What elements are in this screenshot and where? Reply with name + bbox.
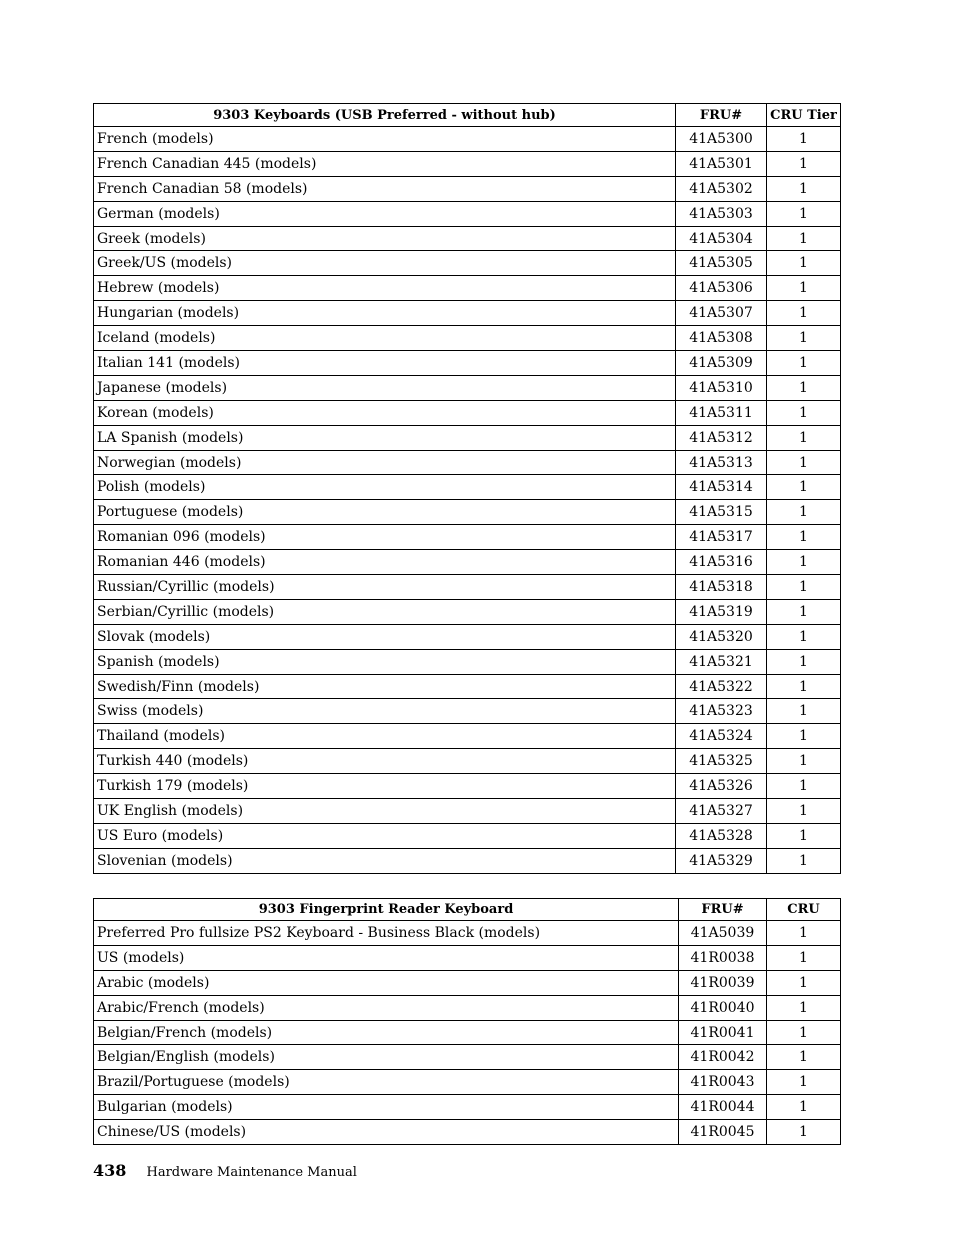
- cell-fru-number: 41A5324: [676, 724, 767, 749]
- cell-description: Romanian 446 (models): [94, 550, 676, 575]
- table-row: [94, 1045, 841, 1070]
- cell-fru-number: 41A5301: [676, 151, 767, 176]
- fingerprint-keyboard-table: [93, 898, 841, 1145]
- cell-fru-number: 41A5300: [676, 127, 767, 152]
- cell-fru-number: 41R0041: [679, 1020, 767, 1045]
- cell-cru: 1: [767, 575, 841, 600]
- cell-description: French Canadian 445 (models): [94, 151, 676, 176]
- cell-cru: 1: [767, 995, 841, 1020]
- cell-cru: 1: [767, 176, 841, 201]
- cell-description: French Canadian 58 (models): [94, 176, 676, 201]
- cell-description: Turkish 440 (models): [94, 749, 676, 774]
- cell-fru-number: 41A5303: [676, 201, 767, 226]
- table-row: [94, 970, 841, 995]
- table-row: [94, 276, 841, 301]
- cell-fru-number: 41A5328: [676, 823, 767, 848]
- cell-cru: 1: [767, 749, 841, 774]
- cell-description: LA Spanish (models): [94, 425, 676, 450]
- table-row: [94, 1120, 841, 1145]
- table-row: [94, 674, 841, 699]
- cell-description: Iceland (models): [94, 326, 676, 351]
- cell-fru-number: 41A5308: [676, 326, 767, 351]
- cell-description: Italian 141 (models): [94, 351, 676, 376]
- table-row: [94, 945, 841, 970]
- cell-cru: 1: [767, 351, 841, 376]
- column-header-fru: FRU#: [679, 899, 767, 921]
- cell-fru-number: 41A5310: [676, 375, 767, 400]
- cell-cru: 1: [767, 799, 841, 824]
- cell-description: Slovak (models): [94, 624, 676, 649]
- table-row: [94, 921, 841, 946]
- cell-fru-number: 41A5306: [676, 276, 767, 301]
- table-row: [94, 301, 841, 326]
- cell-fru-number: 41A5302: [676, 176, 767, 201]
- cell-description: Arabic (models): [94, 970, 679, 995]
- table-row: [94, 475, 841, 500]
- cell-description: Serbian/Cyrillic (models): [94, 599, 676, 624]
- cell-fru-number: 41A5315: [676, 500, 767, 525]
- column-header-description: 9303 Keyboards (USB Preferred - without hub): [94, 104, 676, 127]
- table-row: [94, 1095, 841, 1120]
- cell-fru-number: 41A5326: [676, 774, 767, 799]
- table-row: [94, 599, 841, 624]
- cell-fru-number: 41A5304: [676, 226, 767, 251]
- column-header-cru: CRU: [767, 899, 841, 921]
- cell-cru: 1: [767, 624, 841, 649]
- table-row: [94, 375, 841, 400]
- cell-cru: 1: [767, 525, 841, 550]
- cell-cru: 1: [767, 127, 841, 152]
- table-row: [94, 127, 841, 152]
- cell-fru-number: 41A5307: [676, 301, 767, 326]
- cell-description: Slovenian (models): [94, 848, 676, 873]
- table-row: [94, 201, 841, 226]
- table-row: [94, 1070, 841, 1095]
- table-row: [94, 550, 841, 575]
- cell-description: Russian/Cyrillic (models): [94, 575, 676, 600]
- cell-fru-number: 41A5314: [676, 475, 767, 500]
- cell-cru: 1: [767, 151, 841, 176]
- cell-fru-number: 41R0039: [679, 970, 767, 995]
- cell-cru: 1: [767, 921, 841, 946]
- cell-fru-number: 41A5327: [676, 799, 767, 824]
- cell-description: Spanish (models): [94, 649, 676, 674]
- table-row: [94, 823, 841, 848]
- cell-description: Preferred Pro fullsize PS2 Keyboard - Business Black (models): [94, 921, 679, 946]
- table-row: [94, 251, 841, 276]
- table-row: [94, 450, 841, 475]
- table-row: [94, 774, 841, 799]
- cell-fru-number: 41A5322: [676, 674, 767, 699]
- cell-fru-number: 41A5325: [676, 749, 767, 774]
- table-header-row: [94, 104, 841, 127]
- cell-cru: 1: [767, 301, 841, 326]
- cell-fru-number: 41R0044: [679, 1095, 767, 1120]
- cell-cru: 1: [767, 550, 841, 575]
- cell-description: German (models): [94, 201, 676, 226]
- cell-fru-number: 41A5316: [676, 550, 767, 575]
- table-header-row: [94, 899, 841, 921]
- cell-description: US Euro (models): [94, 823, 676, 848]
- cell-fru-number: 41A5329: [676, 848, 767, 873]
- cell-description: Swedish/Finn (models): [94, 674, 676, 699]
- cell-fru-number: 41R0042: [679, 1045, 767, 1070]
- cell-cru: 1: [767, 276, 841, 301]
- cell-description: Hebrew (models): [94, 276, 676, 301]
- cell-cru: 1: [767, 450, 841, 475]
- table-row: [94, 425, 841, 450]
- table-row: [94, 624, 841, 649]
- cell-cru: 1: [767, 945, 841, 970]
- cell-description: Brazil/Portuguese (models): [94, 1070, 679, 1095]
- cell-description: Belgian/English (models): [94, 1045, 679, 1070]
- cell-cru: 1: [767, 699, 841, 724]
- cell-cru: 1: [767, 674, 841, 699]
- cell-fru-number: 41A5311: [676, 400, 767, 425]
- cell-cru: 1: [767, 425, 841, 450]
- cell-cru: 1: [767, 1120, 841, 1145]
- table-row: [94, 995, 841, 1020]
- cell-description: Korean (models): [94, 400, 676, 425]
- table-row: [94, 848, 841, 873]
- table-row: [94, 649, 841, 674]
- table-row: [94, 799, 841, 824]
- column-header-fru: FRU#: [676, 104, 767, 127]
- table-row: [94, 1020, 841, 1045]
- cell-cru: 1: [767, 375, 841, 400]
- column-header-description: 9303 Fingerprint Reader Keyboard: [94, 899, 679, 921]
- cell-cru: 1: [767, 774, 841, 799]
- cell-cru: 1: [767, 970, 841, 995]
- table-row: [94, 351, 841, 376]
- table-row: [94, 400, 841, 425]
- cell-fru-number: 41A5309: [676, 351, 767, 376]
- cell-cru: 1: [767, 1020, 841, 1045]
- cell-fru-number: 41R0043: [679, 1070, 767, 1095]
- cell-description: Arabic/French (models): [94, 995, 679, 1020]
- cell-fru-number: 41A5317: [676, 525, 767, 550]
- cell-description: Norwegian (models): [94, 450, 676, 475]
- cell-cru: 1: [767, 1070, 841, 1095]
- table-row: [94, 151, 841, 176]
- table-row: [94, 525, 841, 550]
- cell-description: US (models): [94, 945, 679, 970]
- table-row: [94, 575, 841, 600]
- cell-cru: 1: [767, 724, 841, 749]
- cell-cru: 1: [767, 326, 841, 351]
- manual-title: Hardware Maintenance Manual: [146, 1165, 357, 1180]
- table-row: [94, 724, 841, 749]
- cell-description: Swiss (models): [94, 699, 676, 724]
- cell-description: Bulgarian (models): [94, 1095, 679, 1120]
- cell-description: Belgian/French (models): [94, 1020, 679, 1045]
- cell-fru-number: 41R0040: [679, 995, 767, 1020]
- cell-description: Thailand (models): [94, 724, 676, 749]
- cell-description: Hungarian (models): [94, 301, 676, 326]
- cell-fru-number: 41A5323: [676, 699, 767, 724]
- cell-fru-number: 41A5319: [676, 599, 767, 624]
- cell-cru: 1: [767, 823, 841, 848]
- table-row: [94, 749, 841, 774]
- cell-description: French (models): [94, 127, 676, 152]
- keyboards-usb-table: [93, 103, 841, 874]
- cell-description: Greek/US (models): [94, 251, 676, 276]
- page-number: 438: [93, 1161, 127, 1180]
- table-row: [94, 500, 841, 525]
- cell-cru: 1: [767, 201, 841, 226]
- cell-cru: 1: [767, 848, 841, 873]
- cell-fru-number: 41A5039: [679, 921, 767, 946]
- cell-description: Romanian 096 (models): [94, 525, 676, 550]
- cell-description: Portuguese (models): [94, 500, 676, 525]
- cell-cru: 1: [767, 400, 841, 425]
- table-row: [94, 226, 841, 251]
- cell-fru-number: 41A5318: [676, 575, 767, 600]
- cell-fru-number: 41A5320: [676, 624, 767, 649]
- cell-description: Chinese/US (models): [94, 1120, 679, 1145]
- cell-cru: 1: [767, 226, 841, 251]
- cell-cru: 1: [767, 1045, 841, 1070]
- cell-description: Greek (models): [94, 226, 676, 251]
- cell-description: Turkish 179 (models): [94, 774, 676, 799]
- cell-cru: 1: [767, 500, 841, 525]
- cell-fru-number: 41R0045: [679, 1120, 767, 1145]
- cell-fru-number: 41R0038: [679, 945, 767, 970]
- cell-description: Polish (models): [94, 475, 676, 500]
- table-row: [94, 699, 841, 724]
- cell-cru: 1: [767, 599, 841, 624]
- cell-description: UK English (models): [94, 799, 676, 824]
- cell-cru: 1: [767, 649, 841, 674]
- cell-cru: 1: [767, 1095, 841, 1120]
- cell-fru-number: 41A5313: [676, 450, 767, 475]
- cell-fru-number: 41A5312: [676, 425, 767, 450]
- page-footer: [93, 1161, 357, 1180]
- cell-description: Japanese (models): [94, 375, 676, 400]
- table-row: [94, 176, 841, 201]
- column-header-cru-tier: CRU Tier: [767, 104, 841, 127]
- cell-fru-number: 41A5321: [676, 649, 767, 674]
- cell-cru: 1: [767, 251, 841, 276]
- cell-fru-number: 41A5305: [676, 251, 767, 276]
- table-row: [94, 326, 841, 351]
- cell-cru: 1: [767, 475, 841, 500]
